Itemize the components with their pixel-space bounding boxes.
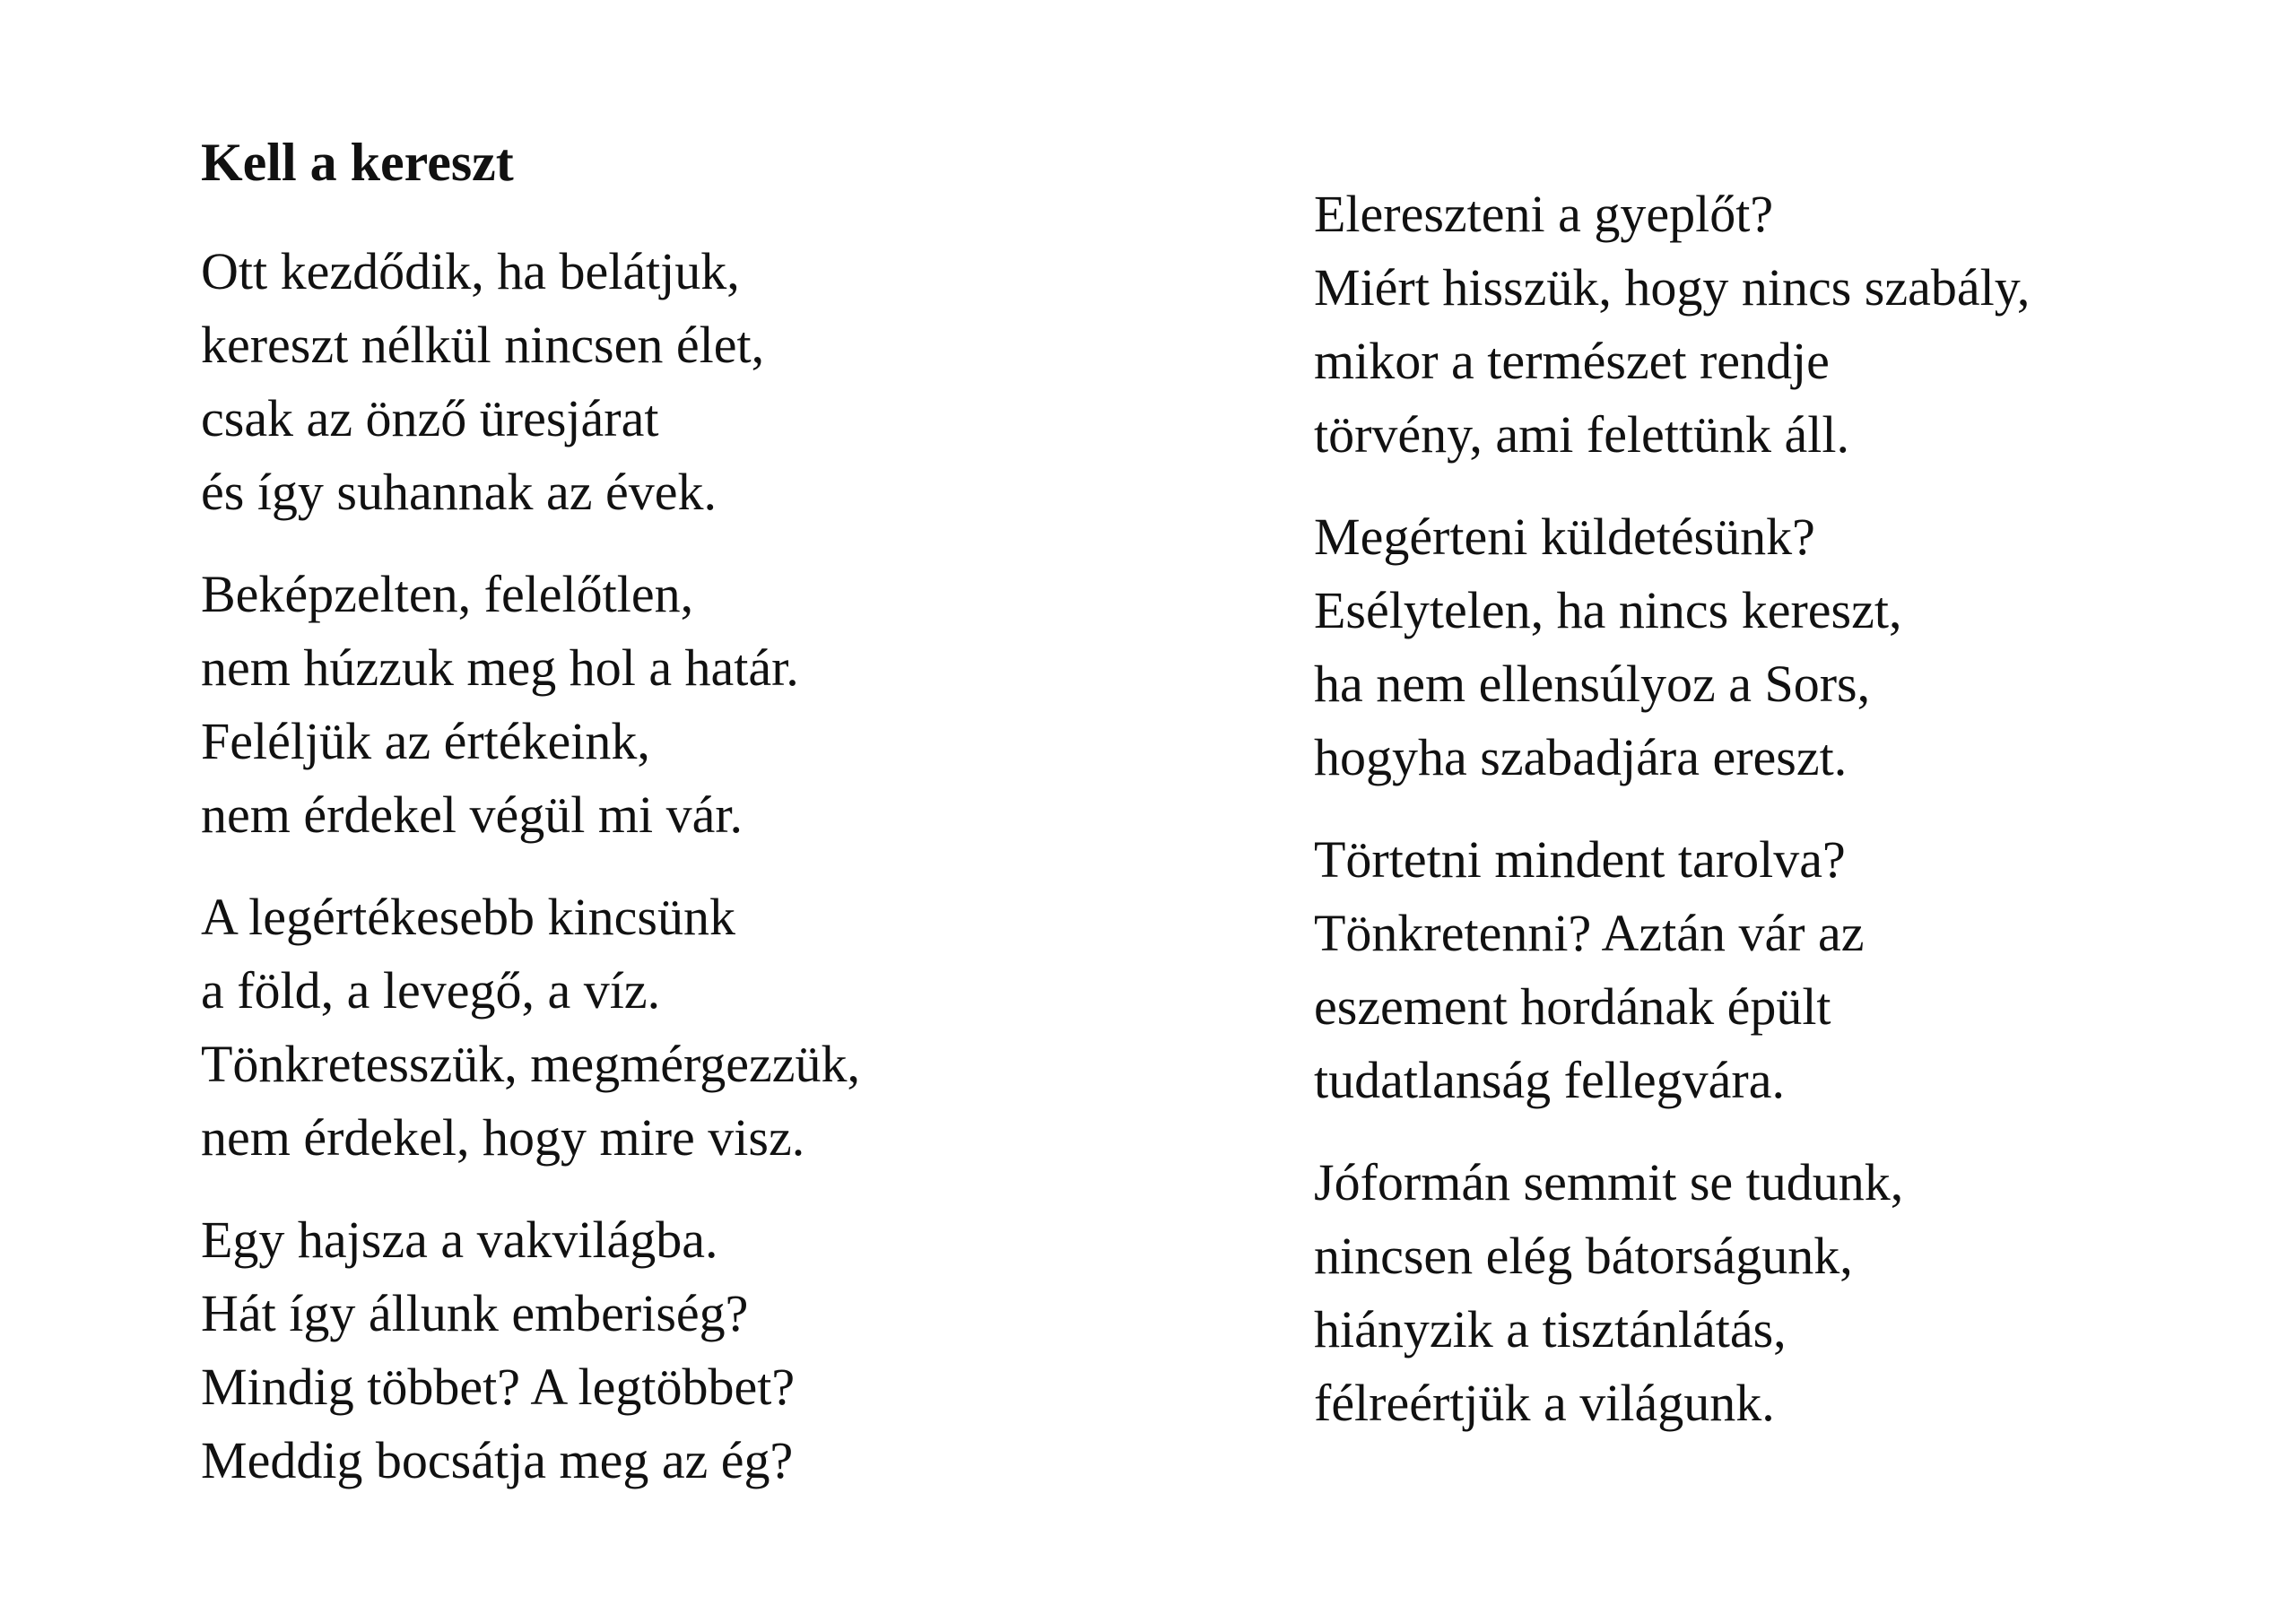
verse-line: mikor a természet rendje: [1314, 332, 1830, 390]
stanza-4: [201, 1203, 795, 1497]
verse-line: tudatlanság fellegvára.: [1314, 1051, 1785, 1109]
verse-line: eszement hordának épült: [1314, 977, 1831, 1036]
verse-line: a föld, a levegő, a víz.: [201, 961, 661, 1020]
verse-line: törvény, ami felettünk áll.: [1314, 405, 1849, 464]
verse-line: Elereszteni a gyeplőt?: [1314, 185, 1774, 243]
verse-line: hogyha szabadjára ereszt.: [1314, 728, 1848, 786]
verse-line: Beképzelten, felelőtlen,: [201, 565, 694, 623]
poem-title: Kell a kereszt: [201, 133, 514, 192]
stanza-8: [1314, 1146, 1903, 1440]
verse-line: nem húzzuk meg hol a határ.: [201, 638, 799, 697]
verse-line: csak az önző üresjárat: [201, 389, 659, 447]
verse-line: Hát így állunk emberiség?: [201, 1284, 749, 1342]
verse-line: Ott kezdődik, ha belátjuk,: [201, 242, 740, 300]
verse-line: Esélytelen, ha nincs kereszt,: [1314, 581, 1902, 639]
verse-line: Megérteni küldetésünk?: [1314, 508, 1815, 566]
verse-line: Egy hajsza a vakvilágba.: [201, 1211, 718, 1269]
stanza-5: [1314, 178, 2030, 472]
stanza-7: [1314, 823, 1865, 1117]
verse-line: ha nem ellensúlyoz a Sors,: [1314, 655, 1871, 713]
verse-line: félreértjük a világunk.: [1314, 1374, 1775, 1432]
verse-line: Meddig bocsátja meg az ég?: [201, 1431, 794, 1489]
verse-line: Mindig többet? A legtöbbet?: [201, 1358, 796, 1416]
stanza-6: [1314, 500, 1901, 794]
verse-line: és így suhannak az évek.: [201, 463, 717, 521]
verse-line: nem érdekel, hogy mire visz.: [201, 1108, 805, 1167]
verse-line: Tönkretesszük, megmérgezzük,: [201, 1035, 860, 1093]
verse-line: Törtetni mindent tarolva?: [1314, 830, 1846, 889]
verse-line: kereszt nélkül nincsen élet,: [201, 316, 765, 374]
verse-line: hiányzik a tisztánlátás,: [1314, 1300, 1787, 1358]
verse-line: Tönkretenni? Aztán vár az: [1314, 904, 1865, 962]
stanza-3: [201, 881, 860, 1175]
verse-line: Feléljük az értékeink,: [201, 712, 650, 770]
stanza-2: [201, 558, 799, 852]
verse-line: Jóformán semmit se tudunk,: [1314, 1153, 1904, 1211]
verse-line: Miért hisszük, hogy nincs szabály,: [1314, 258, 2031, 317]
verse-line: nincsen elég bátorságunk,: [1314, 1227, 1853, 1285]
verse-line: A legértékesebb kincsünk: [201, 888, 735, 946]
verse-line: nem érdekel végül mi vár.: [201, 785, 743, 844]
stanza-1: [201, 235, 764, 529]
